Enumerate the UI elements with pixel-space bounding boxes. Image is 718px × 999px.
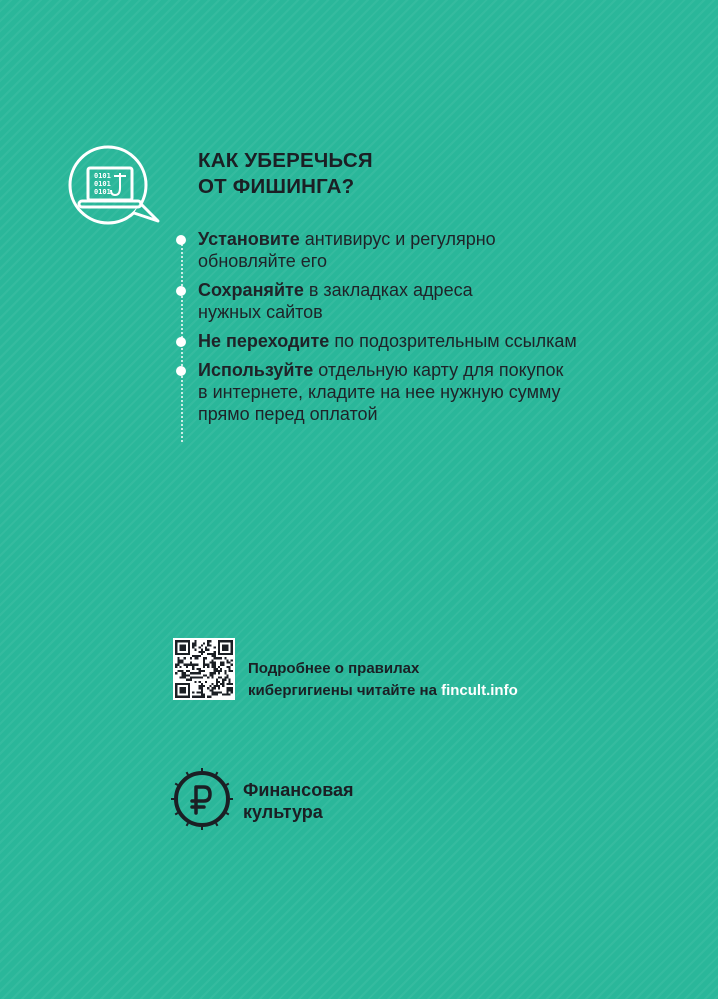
- tip-text-continued: нужных сайтов: [198, 302, 323, 322]
- title-line-2: ОТ ФИШИНГА?: [198, 175, 355, 198]
- tip-text: в закладках адреса: [303, 280, 473, 300]
- tip-keyword: Не переходите: [198, 331, 330, 351]
- tip-text: по подозрительным ссылкам: [329, 331, 577, 351]
- tip-item: [172, 359, 692, 425]
- title-line-1: КАК УБЕРЕЧЬСЯ: [198, 149, 373, 172]
- tip-text-continued: прямо перед оплатой: [198, 404, 378, 424]
- brand-name: [243, 779, 354, 823]
- bullet-dot-icon: [176, 286, 186, 296]
- bullet-dot-icon: [176, 235, 186, 245]
- tip-text: антивирус и регулярно: [299, 229, 496, 249]
- tip-item: [172, 279, 692, 323]
- tip-item: [172, 330, 692, 352]
- tip-item: [172, 228, 692, 272]
- binary-text-3: 0101: [94, 188, 111, 196]
- tip-keyword: Сохраняйте: [198, 280, 304, 300]
- qr-code-icon[interactable]: [173, 638, 235, 700]
- tip-keyword: Используйте: [198, 360, 314, 380]
- tip-text-continued: обновляйте его: [198, 251, 327, 271]
- tip-text-continued: в интернете, кладите на нее нужную сумму: [198, 382, 561, 402]
- tips-list: [172, 228, 692, 432]
- ruble-clock-logo-icon: [170, 767, 234, 831]
- binary-text-1: 0101: [94, 172, 111, 180]
- more-info-text: [248, 658, 518, 702]
- more-info-line-1: Подробнее о правилах: [248, 660, 420, 677]
- tip-keyword: Установите: [198, 229, 300, 249]
- binary-text-2: 0101: [94, 180, 111, 188]
- bullet-dot-icon: [176, 337, 186, 347]
- more-info-line-2: кибергигиены читайте на: [248, 682, 442, 699]
- tip-text: отдельную карту для покупок: [313, 360, 564, 380]
- laptop-binary-hook-icon: [66, 143, 166, 243]
- brand-name-line-1: Финансовая: [243, 780, 354, 800]
- fincult-link[interactable]: fincult.info: [441, 682, 518, 699]
- bullet-dot-icon: [176, 366, 186, 376]
- page-title: [198, 148, 373, 200]
- brand-name-line-2: культура: [243, 802, 323, 822]
